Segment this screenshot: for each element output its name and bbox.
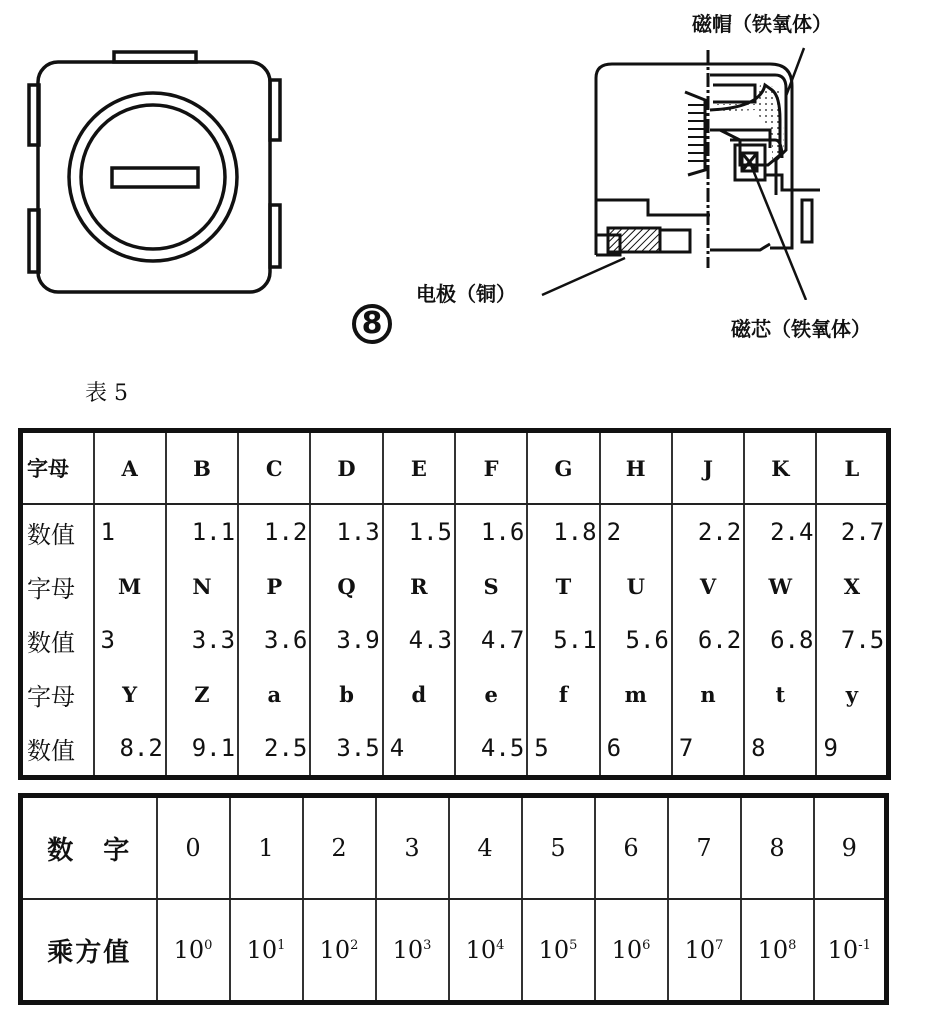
letter-cell: X [816,559,888,613]
letter-cell: R [383,559,455,613]
exponent: 1 [277,938,286,953]
digit-cell: 5 [522,796,595,900]
base: 10 [538,936,570,964]
row-header: 数值 [27,736,75,765]
exponent: 5 [569,938,578,953]
power-cell [522,899,595,1003]
value-cell: 7.5 [816,613,888,667]
base: 10 [173,936,205,964]
cap-label: 磁帽（铁氧体） [692,12,832,36]
letter-cell: D [310,431,382,505]
row-header: 数值 [27,628,75,657]
digit-cell: 0 [157,796,230,900]
letter-cell: n [672,667,744,721]
value-cell: 4.3 [383,613,455,667]
letter-cell: J [672,431,744,505]
row-header: 字母 [27,682,75,711]
value-cell: 1.3 [310,504,382,559]
electrode-label: 电极（铜） [416,282,516,306]
exponent: 6 [642,938,651,953]
value-cell: 5.6 [600,613,672,667]
letter-cell: y [816,667,888,721]
exponent: -1 [858,938,871,953]
letter-cell: Z [166,667,238,721]
table-row [21,431,889,505]
exponent: 4 [496,938,505,953]
base: 10 [319,936,351,964]
value-cell: 1.8 [527,504,599,559]
power-cell [157,899,230,1003]
value-cell: 2 [600,504,672,559]
exponent: 8 [788,938,797,953]
letter-cell: f [527,667,599,721]
table-row [21,504,889,559]
power-cell [668,899,741,1003]
core-label: 磁芯（铁氧体） [731,317,871,341]
letter-cell: G [527,431,599,505]
letter-cell: P [238,559,310,613]
front-view-drawing [0,0,300,310]
letter-cell: d [383,667,455,721]
exponent: 7 [715,938,724,953]
value-cell: 3 [94,613,166,667]
letter-cell: b [310,667,382,721]
table-row [21,796,887,900]
value-cell: 3.5 [310,721,382,778]
letter-cell: M [94,559,166,613]
value-cell: 2.4 [744,504,816,559]
table-row [21,899,887,1003]
exponent: 3 [423,938,432,953]
value-cell: 1 [94,504,166,559]
letter-cell: e [455,667,527,721]
value-cell: 1.2 [238,504,310,559]
base: 10 [465,936,497,964]
power-cell [449,899,522,1003]
letter-cell: U [600,559,672,613]
exponent: 0 [204,938,213,953]
letter-cell: Y [94,667,166,721]
value-cell: 1.5 [383,504,455,559]
base: 10 [684,936,716,964]
figure-number: 8 [352,304,392,344]
value-cell: 5.1 [527,613,599,667]
table-row [21,559,889,613]
value-cell: 4.7 [455,613,527,667]
row-header: 字母 [21,431,94,505]
digit-cell: 4 [449,796,522,900]
multiplier-table [18,793,889,1005]
base: 10 [611,936,643,964]
value-cell: 8.2 [94,721,166,778]
letter-cell: S [455,559,527,613]
base: 10 [827,936,859,964]
value-cell: 1.6 [455,504,527,559]
power-cell [814,899,887,1003]
letter-cell: V [672,559,744,613]
digit-cell: 9 [814,796,887,900]
letter-cell: H [600,431,672,505]
letter-cell: C [238,431,310,505]
value-cell: 3.3 [166,613,238,667]
letter-cell: m [600,667,672,721]
electrode-leader-line [540,250,630,300]
power-cell [230,899,303,1003]
letter-cell: Q [310,559,382,613]
power-cell [303,899,376,1003]
letter-cell: a [238,667,310,721]
value-cell: 2.7 [816,504,888,559]
digit-cell: 8 [741,796,814,900]
letter-cell: A [94,431,166,505]
letter-cell: F [455,431,527,505]
table-row [21,613,889,667]
value-cell: 7 [672,721,744,778]
value-cell: 6.8 [744,613,816,667]
row-header: 数值 [27,520,75,549]
value-cell: 9.1 [166,721,238,778]
letter-cell: L [816,431,888,505]
letter-cell: E [383,431,455,505]
value-cell: 3.9 [310,613,382,667]
letter-cell: t [744,667,816,721]
letter-value-table [18,428,891,780]
table-row [21,721,889,778]
value-cell: 8 [744,721,816,778]
row-header: 数 字 [21,796,157,900]
letter-cell: T [527,559,599,613]
exponent: 2 [350,938,359,953]
row-header: 乘方值 [47,937,132,968]
digit-cell: 2 [303,796,376,900]
digit-cell: 3 [376,796,449,900]
value-cell: 6.2 [672,613,744,667]
value-cell: 2.5 [238,721,310,778]
base: 10 [392,936,424,964]
base: 10 [246,936,278,964]
value-cell: 5 [527,721,599,778]
row-header: 字母 [27,574,75,603]
power-cell [595,899,668,1003]
digit-cell: 1 [230,796,303,900]
letter-cell: N [166,559,238,613]
letter-cell: K [744,431,816,505]
value-cell: 4 [383,721,455,778]
value-cell: 4.5 [455,721,527,778]
value-cell: 3.6 [238,613,310,667]
value-cell: 9 [816,721,888,778]
power-cell [741,899,814,1003]
digit-cell: 7 [668,796,741,900]
table-row [21,667,889,721]
letter-cell: W [744,559,816,613]
digit-cell: 6 [595,796,668,900]
power-cell [376,899,449,1003]
letter-cell: B [166,431,238,505]
value-cell: 6 [600,721,672,778]
value-cell: 2.2 [672,504,744,559]
table-caption: 表 5 [85,381,128,406]
value-cell: 1.1 [166,504,238,559]
base: 10 [757,936,789,964]
